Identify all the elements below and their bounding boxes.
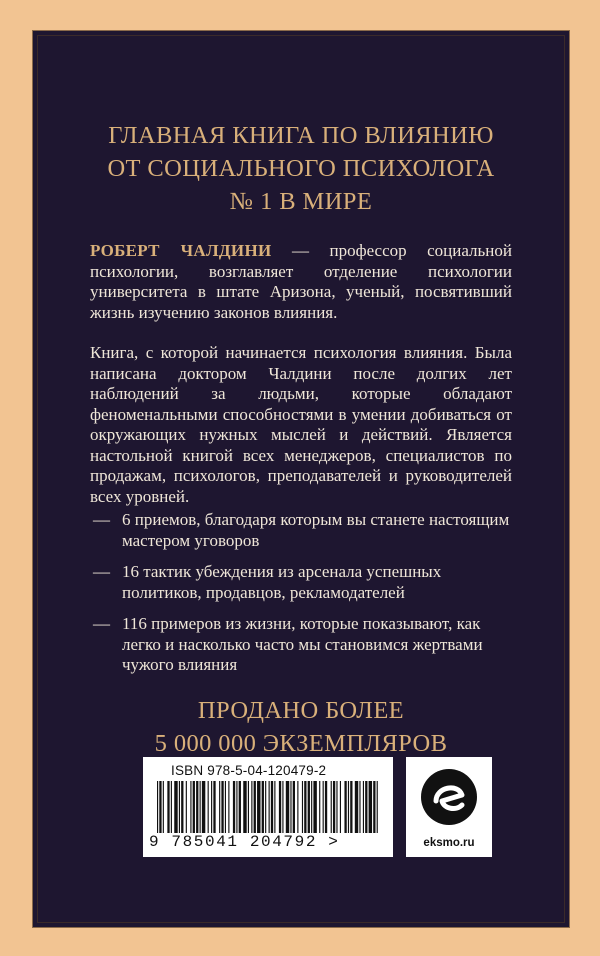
headline-line-2: ОТ СОЦИАЛЬНОГО ПСИХОЛОГА xyxy=(107,155,495,182)
book-description: Книга, с которой начинается психология влияния. Была написана доктором Чалдини после долгих лет наблюдений за людьми, которые обладают феноменальными способностями в умении добиваться от окружающих нужных мыслей и действий. Является настольной книгой всех менеджеров, специалистов по продажам, психологов, преподавателей и руководителей всех уровней. xyxy=(90,343,512,506)
bullet-dash: — xyxy=(93,562,110,581)
about-section xyxy=(90,241,512,507)
publisher-url: eksmo.ru xyxy=(423,837,475,849)
headline-line-1: ГЛАВНАЯ КНИГА ПО ВЛИЯНИЮ xyxy=(108,122,494,149)
list-item-text: 6 приемов, благодаря которым вы станете настоящим мастером уговоров xyxy=(122,510,510,550)
sales-claim-line-1: ПРОДАНО БОЛЕЕ xyxy=(197,697,405,724)
eksmo-logo-icon xyxy=(406,757,492,837)
ean-digits: 9 785041 204792 > xyxy=(149,833,340,851)
barcode-icon xyxy=(157,781,379,835)
sales-claim-line-2: 5 000 000 ЭКЗЕМПЛЯРОВ xyxy=(154,730,448,757)
bullet-dash: — xyxy=(93,614,110,633)
list-item-text: 16 тактик убеждения из арсенала успешных политиков, продавцов, рекламодателей xyxy=(122,562,442,602)
bullet-dash: — xyxy=(93,510,110,529)
author-description: — профессор социальной психологии, возглавляет отделение психологии университета в штате Аризона, ученый, посвятивший жизнь изучению законов влияния. xyxy=(90,241,512,322)
list-item xyxy=(90,614,512,676)
feature-list xyxy=(90,510,512,687)
sales-claim xyxy=(33,694,569,760)
list-item-text: 116 примеров из жизни, которые показывают, как легко и насколько часто мы становимся жертвами чужого влияния xyxy=(122,614,483,674)
headline xyxy=(33,119,569,218)
author-paragraph xyxy=(90,241,512,323)
list-item xyxy=(90,510,512,551)
author-name: РОБЕРТ ЧАЛДИНИ xyxy=(90,241,272,260)
headline-line-3: № 1 В МИРЕ xyxy=(229,188,373,215)
list-item xyxy=(90,562,512,603)
publisher-logo xyxy=(406,757,492,857)
isbn-number: ISBN 978-5-04-120479-2 xyxy=(171,763,327,778)
barcode-label xyxy=(143,757,393,857)
